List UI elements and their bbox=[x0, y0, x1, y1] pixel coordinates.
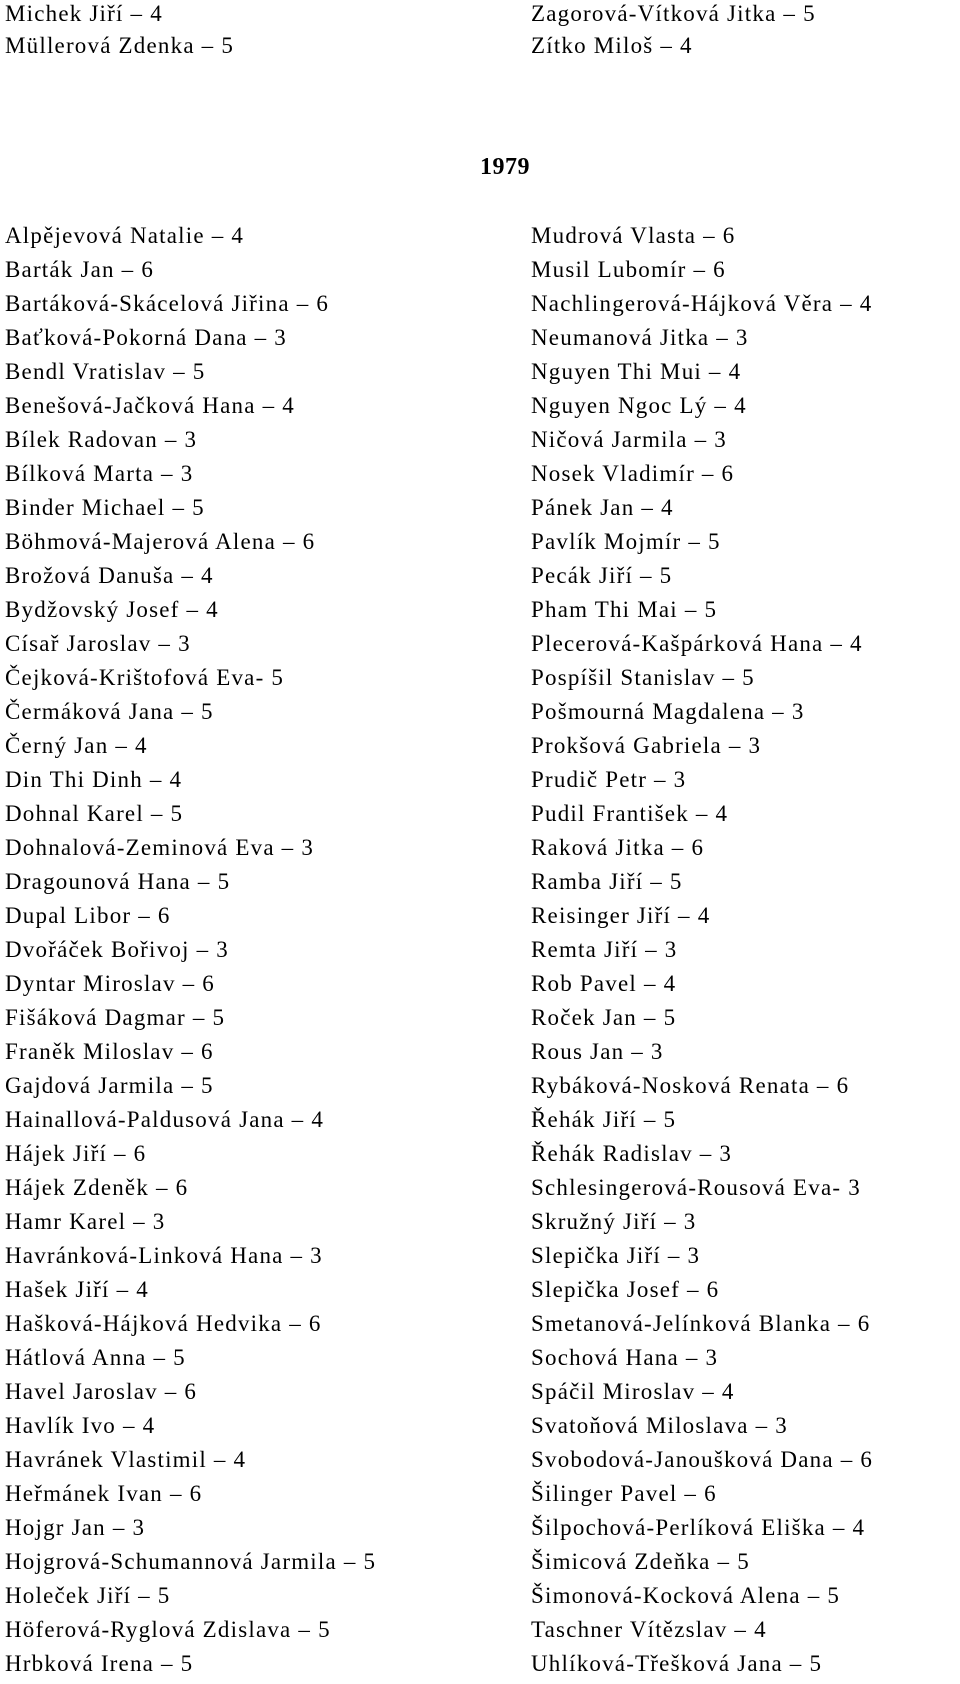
list-item-right: Taschner Vítězslav – 4 bbox=[531, 1617, 767, 1642]
list-item-left: Havránková-Linková Hana – 3 bbox=[5, 1243, 323, 1268]
list-item-right: Spáčil Miroslav – 4 bbox=[531, 1379, 735, 1404]
list-row bbox=[0, 426, 960, 460]
list-item-right: Pham Thi Mai – 5 bbox=[531, 597, 718, 622]
list-row bbox=[0, 1140, 960, 1174]
list-row bbox=[0, 1310, 960, 1344]
list-item-left: Baťková-Pokorná Dana – 3 bbox=[5, 325, 287, 350]
list-item-right: Nguyen Thi Mui – 4 bbox=[531, 359, 742, 384]
list-row bbox=[0, 1446, 960, 1480]
list-item-left: Havel Jaroslav – 6 bbox=[5, 1379, 198, 1404]
list-item-left: Dragounová Hana – 5 bbox=[5, 869, 231, 894]
list-item-left: Fišáková Dagmar – 5 bbox=[5, 1005, 226, 1030]
list-row bbox=[0, 1378, 960, 1412]
list-item-left: Bílek Radovan – 3 bbox=[5, 427, 198, 452]
list-item-left: Dupal Libor – 6 bbox=[5, 903, 171, 928]
list-item-left: Dohnal Karel – 5 bbox=[5, 801, 184, 826]
list-row bbox=[0, 1480, 960, 1514]
list-row bbox=[0, 800, 960, 834]
list-item-left: Holeček Jiří – 5 bbox=[5, 1583, 171, 1608]
list-item-right: Remta Jiří – 3 bbox=[531, 937, 678, 962]
list-item-right: Slepička Josef – 6 bbox=[531, 1277, 720, 1302]
list-item-left: Hašek Jiří – 4 bbox=[5, 1277, 149, 1302]
list-item-right: Musil Lubomír – 6 bbox=[531, 257, 726, 282]
list-item-left: Havlík Ivo – 4 bbox=[5, 1413, 156, 1438]
list-item-left: Čermáková Jana – 5 bbox=[5, 699, 214, 724]
list-row bbox=[0, 324, 960, 358]
list-item-right: Ramba Jiří – 5 bbox=[531, 869, 683, 894]
list-item-right: Šilinger Pavel – 6 bbox=[531, 1481, 717, 1506]
list-item-right: Uhlíková-Třešková Jana – 5 bbox=[531, 1651, 823, 1676]
list-row bbox=[0, 1242, 960, 1276]
list-row bbox=[0, 970, 960, 1004]
list-item-right: Ničová Jarmila – 3 bbox=[531, 427, 727, 452]
list-item-right: Slepička Jiří – 3 bbox=[531, 1243, 701, 1268]
list-row bbox=[0, 766, 960, 800]
list-item-right: Raková Jitka – 6 bbox=[531, 835, 705, 860]
list-item-left: Hainallová-Paldusová Jana – 4 bbox=[5, 1107, 325, 1132]
list-row bbox=[0, 494, 960, 528]
list-row bbox=[0, 1038, 960, 1072]
list-item-left: Císař Jaroslav – 3 bbox=[5, 631, 191, 656]
list-item-left: Čejková-Krištofová Eva- 5 bbox=[5, 665, 285, 690]
list-item-left: Hašková-Hájková Hedvika – 6 bbox=[5, 1311, 322, 1336]
year-heading: 1979 bbox=[480, 154, 530, 180]
list-item-left: Hojgrová-Schumannová Jarmila – 5 bbox=[5, 1549, 377, 1574]
list-row bbox=[0, 1548, 960, 1582]
list-item-left: Hojgr Jan – 3 bbox=[5, 1515, 146, 1540]
list-item-right: Pospíšil Stanislav – 5 bbox=[531, 665, 755, 690]
list-row bbox=[0, 528, 960, 562]
list-item-right: Pánek Jan – 4 bbox=[531, 495, 674, 520]
list-item-left: Alpějevová Natalie – 4 bbox=[5, 223, 245, 248]
list-item-left: Bílková Marta – 3 bbox=[5, 461, 194, 486]
list-row bbox=[0, 1106, 960, 1140]
list-item-right: Pavlík Mojmír – 5 bbox=[531, 529, 721, 554]
list-item-right: Řehák Jiří – 5 bbox=[531, 1107, 677, 1132]
list-item-right: Rous Jan – 3 bbox=[531, 1039, 664, 1064]
list-item-left: Bendl Vratislav – 5 bbox=[5, 359, 206, 384]
list-item-left: Hátlová Anna – 5 bbox=[5, 1345, 186, 1370]
entry-top-left-1: Michek Jiří – 4 bbox=[5, 1, 163, 26]
list-item-right: Šimonová-Kocková Alena – 5 bbox=[531, 1583, 841, 1608]
list-item-left: Binder Michael – 5 bbox=[5, 495, 205, 520]
list-item-left: Bartáková-Skácelová Jiřina – 6 bbox=[5, 291, 330, 316]
name-list bbox=[0, 222, 960, 1684]
list-item-left: Dohnalová-Zeminová Eva – 3 bbox=[5, 835, 315, 860]
list-row bbox=[0, 1514, 960, 1548]
list-item-left: Din Thi Dinh – 4 bbox=[5, 767, 183, 792]
list-item-right: Nguyen Ngoc Lý – 4 bbox=[531, 393, 747, 418]
list-item-left: Brožová Danuša – 4 bbox=[5, 563, 214, 588]
entry-top-right-2: Zítko Miloš – 4 bbox=[531, 33, 693, 58]
list-item-right: Plecerová-Kašpárková Hana – 4 bbox=[531, 631, 863, 656]
list-item-right: Pudil František – 4 bbox=[531, 801, 729, 826]
entry-top-left-2: Müllerová Zdenka – 5 bbox=[5, 33, 235, 58]
list-row bbox=[0, 834, 960, 868]
list-item-right: Pecák Jiří – 5 bbox=[531, 563, 673, 588]
list-item-right: Sochová Hana – 3 bbox=[531, 1345, 719, 1370]
list-row bbox=[0, 1004, 960, 1038]
list-row bbox=[0, 596, 960, 630]
list-item-right: Mudrová Vlasta – 6 bbox=[531, 223, 736, 248]
list-item-right: Šilpochová-Perlíková Eliška – 4 bbox=[531, 1515, 866, 1540]
list-row bbox=[0, 392, 960, 426]
list-row bbox=[0, 290, 960, 324]
list-item-right: Nosek Vladimír – 6 bbox=[531, 461, 735, 486]
list-item-right: Prokšová Gabriela – 3 bbox=[531, 733, 762, 758]
list-row bbox=[0, 1616, 960, 1650]
list-item-left: Bydžovský Josef – 4 bbox=[5, 597, 219, 622]
list-item-left: Heřmánek Ivan – 6 bbox=[5, 1481, 203, 1506]
list-row bbox=[0, 868, 960, 902]
list-row bbox=[0, 460, 960, 494]
list-item-left: Černý Jan – 4 bbox=[5, 733, 148, 758]
list-row bbox=[0, 1208, 960, 1242]
list-row bbox=[0, 1344, 960, 1378]
list-item-right: Pošmourná Magdalena – 3 bbox=[531, 699, 805, 724]
list-row bbox=[0, 732, 960, 766]
list-row bbox=[0, 358, 960, 392]
list-item-right: Svobodová-Janoušková Dana – 6 bbox=[531, 1447, 874, 1472]
list-row bbox=[0, 902, 960, 936]
list-item-left: Hrbková Irena – 5 bbox=[5, 1651, 194, 1676]
list-row bbox=[0, 1412, 960, 1446]
list-row bbox=[0, 562, 960, 596]
list-item-left: Dyntar Miroslav – 6 bbox=[5, 971, 215, 996]
list-item-left: Hájek Zdeněk – 6 bbox=[5, 1175, 189, 1200]
list-item-right: Řehák Radislav – 3 bbox=[531, 1141, 733, 1166]
list-row bbox=[0, 1276, 960, 1310]
list-item-right: Rob Pavel – 4 bbox=[531, 971, 677, 996]
list-item-left: Dvořáček Bořivoj – 3 bbox=[5, 937, 229, 962]
list-item-right: Smetanová-Jelínková Blanka – 6 bbox=[531, 1311, 871, 1336]
list-row bbox=[0, 1072, 960, 1106]
list-row bbox=[0, 222, 960, 256]
list-row bbox=[0, 698, 960, 732]
list-item-left: Böhmová-Majerová Alena – 6 bbox=[5, 529, 316, 554]
list-row bbox=[0, 630, 960, 664]
list-item-right: Skružný Jiří – 3 bbox=[531, 1209, 697, 1234]
list-item-left: Höferová-Ryglová Zdislava – 5 bbox=[5, 1617, 331, 1642]
list-item-right: Prudič Petr – 3 bbox=[531, 767, 687, 792]
entry-top-right-1: Zagorová-Vítková Jitka – 5 bbox=[531, 1, 816, 26]
list-item-right: Svatoňová Miloslava – 3 bbox=[531, 1413, 788, 1438]
list-item-right: Rybáková-Nosková Renata – 6 bbox=[531, 1073, 850, 1098]
list-item-left: Franěk Miloslav – 6 bbox=[5, 1039, 214, 1064]
list-item-right: Neumanová Jitka – 3 bbox=[531, 325, 749, 350]
list-item-right: Roček Jan – 5 bbox=[531, 1005, 677, 1030]
list-row bbox=[0, 256, 960, 290]
list-item-right: Reisinger Jiří – 4 bbox=[531, 903, 711, 928]
list-row bbox=[0, 1582, 960, 1616]
list-row bbox=[0, 664, 960, 698]
list-item-left: Hájek Jiří – 6 bbox=[5, 1141, 147, 1166]
list-row bbox=[0, 936, 960, 970]
list-item-left: Hamr Karel – 3 bbox=[5, 1209, 166, 1234]
list-item-left: Gajdová Jarmila – 5 bbox=[5, 1073, 214, 1098]
list-item-left: Havránek Vlastimil – 4 bbox=[5, 1447, 247, 1472]
list-item-right: Nachlingerová-Hájková Věra – 4 bbox=[531, 291, 873, 316]
list-item-left: Benešová-Jačková Hana – 4 bbox=[5, 393, 295, 418]
list-row bbox=[0, 1174, 960, 1208]
list-row bbox=[0, 1650, 960, 1684]
list-item-left: Barták Jan – 6 bbox=[5, 257, 155, 282]
list-item-right: Schlesingerová-Rousová Eva- 3 bbox=[531, 1175, 861, 1200]
list-item-right: Šimicová Zdeňka – 5 bbox=[531, 1549, 750, 1574]
